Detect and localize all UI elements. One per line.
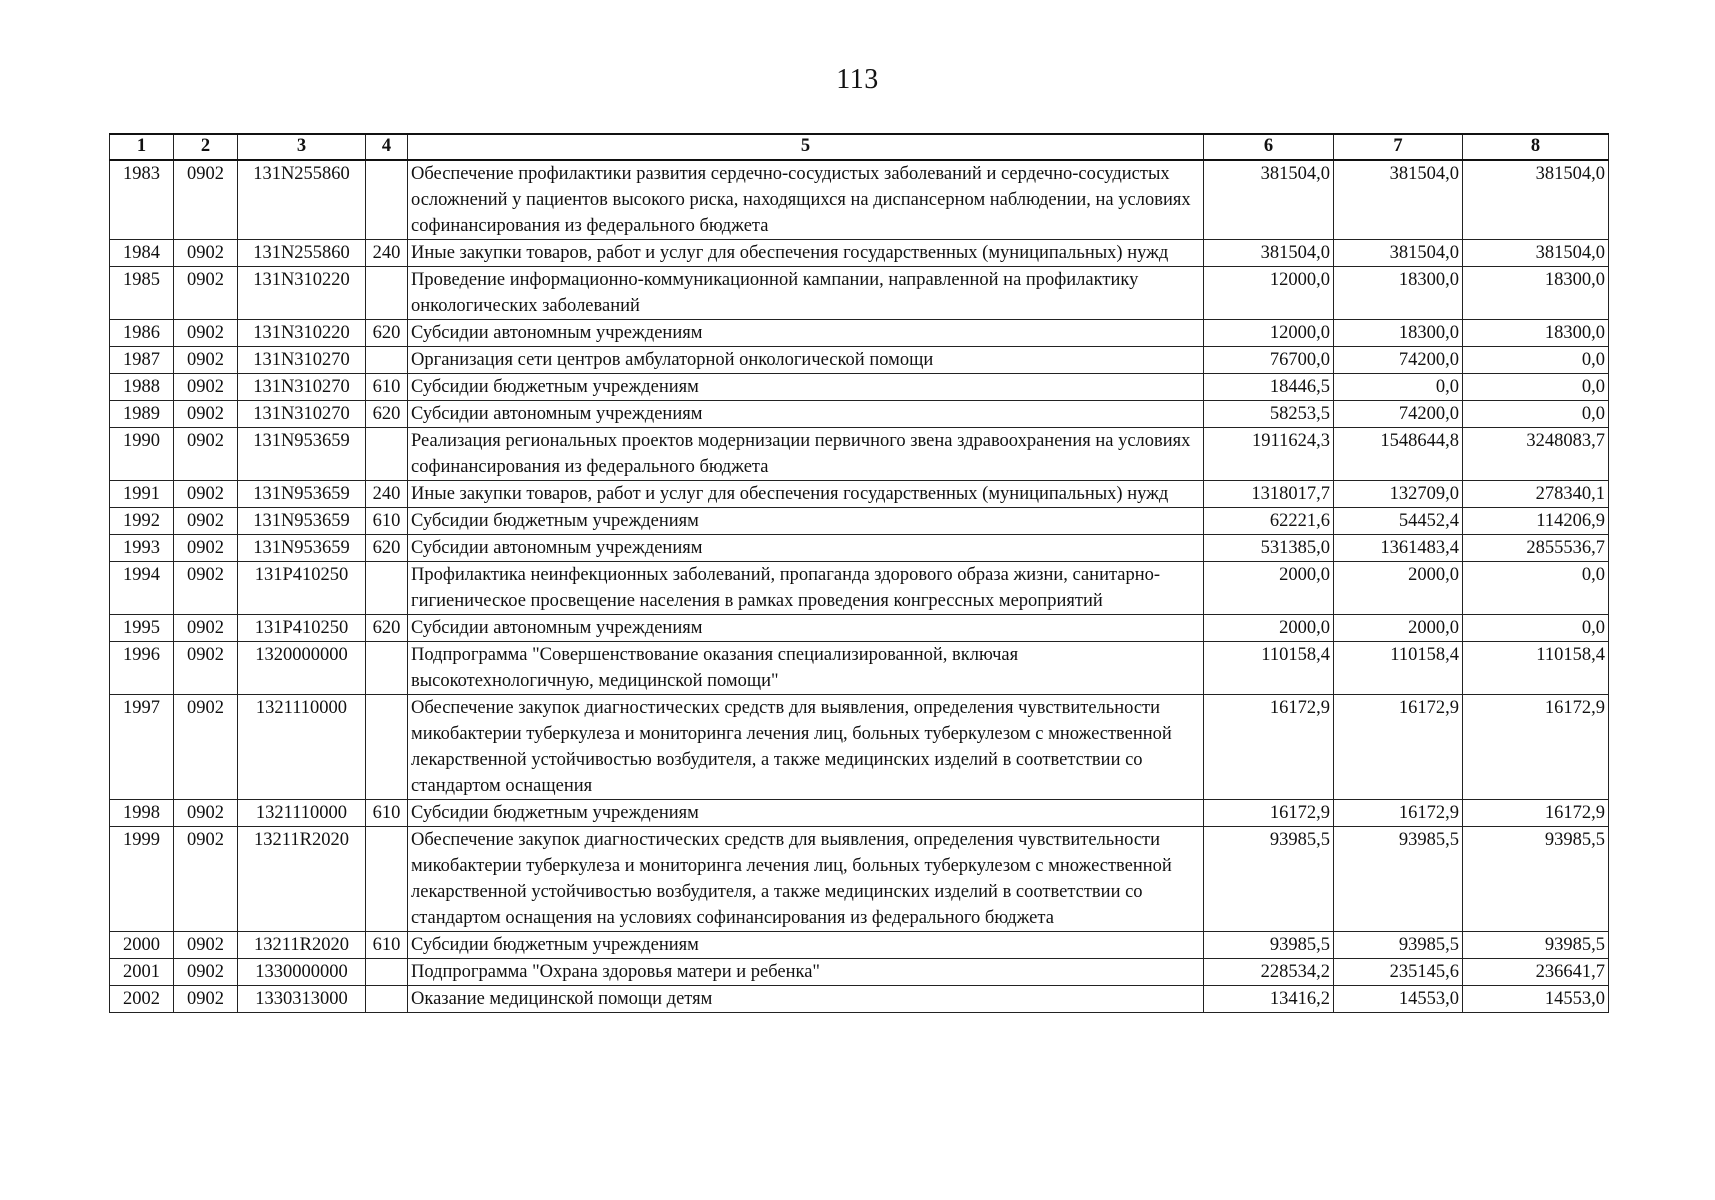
table-row (110, 320, 1609, 347)
table-body (110, 160, 1609, 1013)
column-header-4: 4 (366, 134, 408, 160)
section-code: 0902 (174, 986, 238, 1013)
item-name: Субсидии бюджетным учреждениям (408, 932, 1204, 959)
target-article-code: 131P410250 (238, 562, 366, 615)
amount-year-2: 381504,0 (1334, 240, 1463, 267)
amount-year-2: 0,0 (1334, 374, 1463, 401)
table-row (110, 932, 1609, 959)
amount-year-2: 381504,0 (1334, 160, 1463, 240)
amount-year-3: 16172,9 (1463, 695, 1609, 800)
target-article-code: 1320000000 (238, 642, 366, 695)
row-number: 1991 (110, 481, 174, 508)
target-article-code: 131N953659 (238, 428, 366, 481)
amount-year-3: 236641,7 (1463, 959, 1609, 986)
column-header-1: 1 (110, 134, 174, 160)
expense-type-code (366, 160, 408, 240)
amount-year-3: 0,0 (1463, 401, 1609, 428)
budget-table (109, 133, 1609, 1013)
section-code: 0902 (174, 535, 238, 562)
amount-year-2: 235145,6 (1334, 959, 1463, 986)
row-number: 1985 (110, 267, 174, 320)
table-row (110, 642, 1609, 695)
amount-year-2: 2000,0 (1334, 562, 1463, 615)
amount-year-3: 16172,9 (1463, 800, 1609, 827)
expense-type-code: 610 (366, 374, 408, 401)
expense-type-code: 240 (366, 481, 408, 508)
target-article-code: 131N310220 (238, 267, 366, 320)
expense-type-code: 610 (366, 508, 408, 535)
target-article-code: 131N953659 (238, 481, 366, 508)
table-row (110, 240, 1609, 267)
amount-year-3: 14553,0 (1463, 986, 1609, 1013)
amount-year-3: 0,0 (1463, 347, 1609, 374)
page-number: 113 (836, 64, 879, 95)
amount-year-1: 381504,0 (1204, 160, 1334, 240)
item-name: Оказание медицинской помощи детям (408, 986, 1204, 1013)
amount-year-1: 12000,0 (1204, 267, 1334, 320)
amount-year-3: 381504,0 (1463, 160, 1609, 240)
amount-year-3: 2855536,7 (1463, 535, 1609, 562)
item-name: Субсидии бюджетным учреждениям (408, 374, 1204, 401)
table-header (110, 134, 1609, 160)
amount-year-2: 132709,0 (1334, 481, 1463, 508)
item-name: Проведение информационно-коммуникационной кампании, направленной на профилактику онкологических заболеваний (408, 267, 1204, 320)
table-row (110, 615, 1609, 642)
row-number: 2002 (110, 986, 174, 1013)
table-row (110, 347, 1609, 374)
expense-type-code: 620 (366, 320, 408, 347)
row-number: 1998 (110, 800, 174, 827)
amount-year-3: 93985,5 (1463, 932, 1609, 959)
amount-year-3: 0,0 (1463, 374, 1609, 401)
expense-type-code: 620 (366, 615, 408, 642)
expense-type-code (366, 347, 408, 374)
item-name: Организация сети центров амбулаторной онкологической помощи (408, 347, 1204, 374)
amount-year-2: 16172,9 (1334, 695, 1463, 800)
target-article-code: 131N310270 (238, 347, 366, 374)
expense-type-code: 610 (366, 932, 408, 959)
item-name: Субсидии бюджетным учреждениям (408, 508, 1204, 535)
header-row (110, 134, 1609, 160)
expense-type-code (366, 986, 408, 1013)
expense-type-code: 620 (366, 535, 408, 562)
expense-type-code (366, 267, 408, 320)
column-header-5: 5 (408, 134, 1204, 160)
amount-year-2: 54452,4 (1334, 508, 1463, 535)
column-header-3: 3 (238, 134, 366, 160)
amount-year-3: 18300,0 (1463, 267, 1609, 320)
amount-year-3: 0,0 (1463, 562, 1609, 615)
column-header-2: 2 (174, 134, 238, 160)
target-article-code: 1330000000 (238, 959, 366, 986)
section-code: 0902 (174, 320, 238, 347)
column-header-8: 8 (1463, 134, 1609, 160)
column-header-7: 7 (1334, 134, 1463, 160)
item-name: Субсидии автономным учреждениям (408, 320, 1204, 347)
amount-year-1: 93985,5 (1204, 827, 1334, 932)
amount-year-1: 62221,6 (1204, 508, 1334, 535)
amount-year-2: 93985,5 (1334, 932, 1463, 959)
section-code: 0902 (174, 932, 238, 959)
section-code: 0902 (174, 240, 238, 267)
row-number: 1993 (110, 535, 174, 562)
item-name: Субсидии автономным учреждениям (408, 615, 1204, 642)
amount-year-1: 76700,0 (1204, 347, 1334, 374)
table-row (110, 428, 1609, 481)
amount-year-2: 74200,0 (1334, 401, 1463, 428)
table-row (110, 267, 1609, 320)
amount-year-1: 93985,5 (1204, 932, 1334, 959)
section-code: 0902 (174, 401, 238, 428)
amount-year-1: 18446,5 (1204, 374, 1334, 401)
amount-year-2: 16172,9 (1334, 800, 1463, 827)
table-row (110, 535, 1609, 562)
table-row (110, 959, 1609, 986)
target-article-code: 131N255860 (238, 240, 366, 267)
amount-year-1: 110158,4 (1204, 642, 1334, 695)
row-number: 1997 (110, 695, 174, 800)
amount-year-1: 1911624,3 (1204, 428, 1334, 481)
item-name: Профилактика неинфекционных заболеваний, пропаганда здорового образа жизни, санитарно-гигиеническое просвещение населения в рамках проведения конгрессных мероприятий (408, 562, 1204, 615)
amount-year-2: 14553,0 (1334, 986, 1463, 1013)
table-row (110, 800, 1609, 827)
target-article-code: 13211R2020 (238, 827, 366, 932)
amount-year-3: 381504,0 (1463, 240, 1609, 267)
table-row (110, 481, 1609, 508)
amount-year-2: 18300,0 (1334, 320, 1463, 347)
item-name: Обеспечение закупок диагностических средств для выявления, определения чувствительности микобактерии туберкулеза и мониторинга лечения лиц, больных туберкулезом с множественной лекарственной устойчивостью возбудителя, а также медицинских изделий в соответствии со стандартом оснащения на условиях софинансирования из федерального бюджета (408, 827, 1204, 932)
row-number: 1987 (110, 347, 174, 374)
target-article-code: 131N310270 (238, 374, 366, 401)
item-name: Подпрограмма "Охрана здоровья матери и ребенка" (408, 959, 1204, 986)
target-article-code: 131N953659 (238, 535, 366, 562)
target-article-code: 1321110000 (238, 695, 366, 800)
table-row (110, 374, 1609, 401)
row-number: 1995 (110, 615, 174, 642)
item-name: Иные закупки товаров, работ и услуг для обеспечения государственных (муниципальных) нужд (408, 481, 1204, 508)
row-number: 1990 (110, 428, 174, 481)
row-number: 1988 (110, 374, 174, 401)
row-number: 1999 (110, 827, 174, 932)
amount-year-3: 110158,4 (1463, 642, 1609, 695)
table-row (110, 160, 1609, 240)
expense-type-code (366, 562, 408, 615)
row-number: 1992 (110, 508, 174, 535)
item-name: Обеспечение профилактики развития сердечно-сосудистых заболеваний и сердечно-сосудистых осложнений у пациентов высокого риска, находящихся на диспансерном наблюдении, на условиях софинансирования из федерального бюджета (408, 160, 1204, 240)
item-name: Субсидии бюджетным учреждениям (408, 800, 1204, 827)
target-article-code: 1330313000 (238, 986, 366, 1013)
target-article-code: 13211R2020 (238, 932, 366, 959)
expense-type-code (366, 959, 408, 986)
amount-year-3: 114206,9 (1463, 508, 1609, 535)
target-article-code: 131N310220 (238, 320, 366, 347)
table-row (110, 986, 1609, 1013)
target-article-code: 131P410250 (238, 615, 366, 642)
amount-year-1: 16172,9 (1204, 800, 1334, 827)
amount-year-3: 18300,0 (1463, 320, 1609, 347)
amount-year-1: 531385,0 (1204, 535, 1334, 562)
section-code: 0902 (174, 267, 238, 320)
amount-year-1: 381504,0 (1204, 240, 1334, 267)
target-article-code: 1321110000 (238, 800, 366, 827)
row-number: 1994 (110, 562, 174, 615)
table-row (110, 695, 1609, 800)
amount-year-1: 16172,9 (1204, 695, 1334, 800)
amount-year-2: 2000,0 (1334, 615, 1463, 642)
target-article-code: 131N953659 (238, 508, 366, 535)
target-article-code: 131N310270 (238, 401, 366, 428)
expense-type-code: 610 (366, 800, 408, 827)
amount-year-2: 93985,5 (1334, 827, 1463, 932)
row-number: 1984 (110, 240, 174, 267)
table-row (110, 508, 1609, 535)
section-code: 0902 (174, 695, 238, 800)
expense-type-code: 620 (366, 401, 408, 428)
table-row (110, 401, 1609, 428)
expense-type-code (366, 642, 408, 695)
section-code: 0902 (174, 160, 238, 240)
expense-type-code (366, 827, 408, 932)
section-code: 0902 (174, 508, 238, 535)
amount-year-3: 3248083,7 (1463, 428, 1609, 481)
column-header-6: 6 (1204, 134, 1334, 160)
section-code: 0902 (174, 615, 238, 642)
target-article-code: 131N255860 (238, 160, 366, 240)
row-number: 2001 (110, 959, 174, 986)
amount-year-1: 1318017,7 (1204, 481, 1334, 508)
amount-year-2: 18300,0 (1334, 267, 1463, 320)
item-name: Подпрограмма "Совершенствование оказания специализированной, включая высокотехнологичную, медицинской помощи" (408, 642, 1204, 695)
row-number: 1986 (110, 320, 174, 347)
amount-year-1: 228534,2 (1204, 959, 1334, 986)
amount-year-1: 12000,0 (1204, 320, 1334, 347)
row-number: 1989 (110, 401, 174, 428)
section-code: 0902 (174, 827, 238, 932)
amount-year-1: 58253,5 (1204, 401, 1334, 428)
section-code: 0902 (174, 562, 238, 615)
item-name: Субсидии автономным учреждениям (408, 535, 1204, 562)
section-code: 0902 (174, 800, 238, 827)
section-code: 0902 (174, 481, 238, 508)
row-number: 2000 (110, 932, 174, 959)
section-code: 0902 (174, 428, 238, 481)
amount-year-3: 278340,1 (1463, 481, 1609, 508)
row-number: 1983 (110, 160, 174, 240)
amount-year-1: 2000,0 (1204, 562, 1334, 615)
section-code: 0902 (174, 642, 238, 695)
section-code: 0902 (174, 374, 238, 401)
section-code: 0902 (174, 959, 238, 986)
amount-year-3: 0,0 (1463, 615, 1609, 642)
row-number: 1996 (110, 642, 174, 695)
item-name: Реализация региональных проектов модернизации первичного звена здравоохранения на условиях софинансирования из федерального бюджета (408, 428, 1204, 481)
amount-year-2: 74200,0 (1334, 347, 1463, 374)
expense-type-code: 240 (366, 240, 408, 267)
section-code: 0902 (174, 347, 238, 374)
amount-year-1: 2000,0 (1204, 615, 1334, 642)
expense-type-code (366, 695, 408, 800)
amount-year-2: 1548644,8 (1334, 428, 1463, 481)
item-name: Иные закупки товаров, работ и услуг для обеспечения государственных (муниципальных) нужд (408, 240, 1204, 267)
amount-year-1: 13416,2 (1204, 986, 1334, 1013)
amount-year-2: 110158,4 (1334, 642, 1463, 695)
item-name: Обеспечение закупок диагностических средств для выявления, определения чувствительности микобактерии туберкулеза и мониторинга лечения лиц, больных туберкулезом с множественной лекарственной устойчивостью возбудителя, а также медицинских изделий в соответствии со стандартом оснащения (408, 695, 1204, 800)
table-row (110, 827, 1609, 932)
table-row (110, 562, 1609, 615)
amount-year-2: 1361483,4 (1334, 535, 1463, 562)
amount-year-3: 93985,5 (1463, 827, 1609, 932)
item-name: Субсидии автономным учреждениям (408, 401, 1204, 428)
expense-type-code (366, 428, 408, 481)
